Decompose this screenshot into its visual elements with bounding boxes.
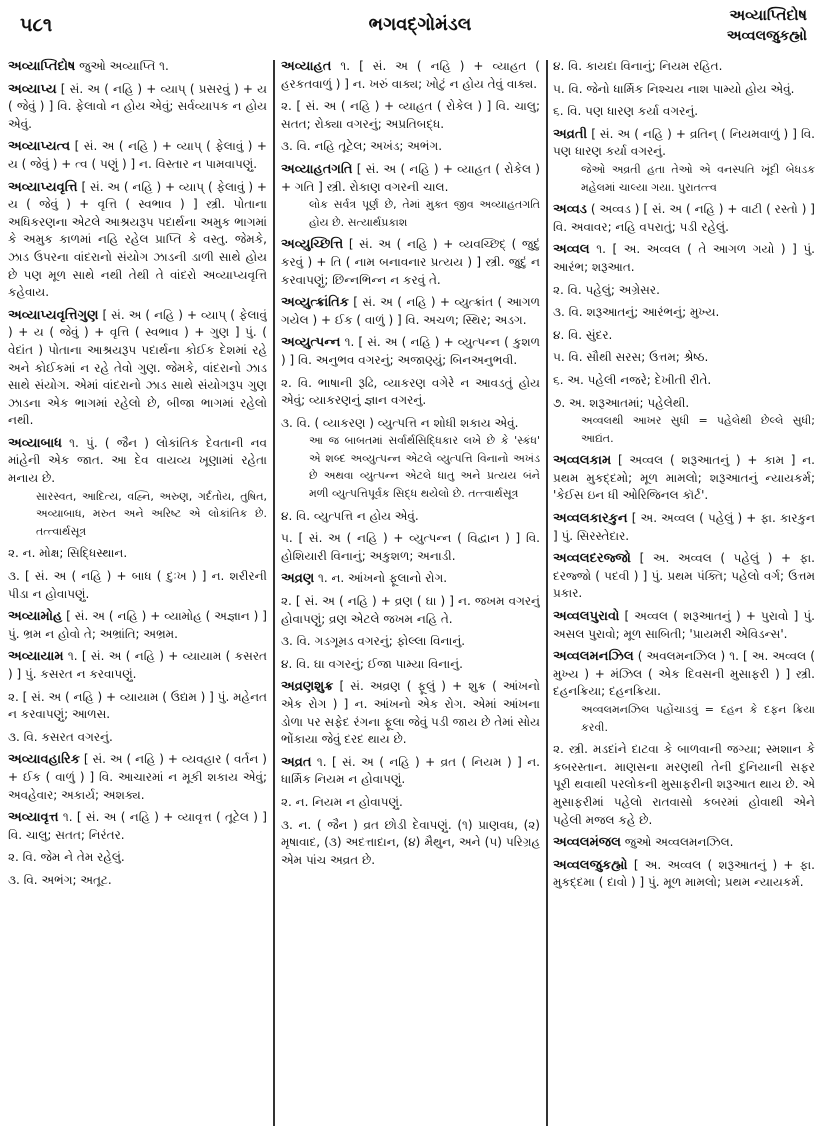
dictionary-entry [281,98,540,133]
dictionary-entry [553,327,815,345]
dictionary-entry [8,81,267,134]
book-title: ભગવદ્ગોમંડલ [368,14,472,35]
dictionary-entry [8,872,267,890]
headword: અવ્યાબાધ [8,435,62,451]
citation: અવ્વલથી આખર સુધી = પહેલેથી છેલ્લે સુધી; આદ્યંત. [581,414,815,445]
definition: [ સં. અ ( નહિ ) + વ્યાપ્ ( પ્રસરવું ) + ય ( જેવું ) ] વિ. ફેલાવો ન હોય એવું; સર્વવ્યાપક ન હોય એવું. [8,81,267,131]
dictionary-entry [553,648,815,736]
definition: [ સં. અવ્રણ ( ફૂલું ) + શુક્ર ( આંખનો એક રોગ ) ] ન. આંખનો એક રોગ. એમાં આંખના ડોળા પર સફેદ રંગના ફૂલા જેવું પડી જાય છે તેમાં સોય ભોંકાયા જેવું દરદ થાય છે. [281,679,540,747]
headword: અવ્યાહત [281,59,332,74]
definition: ૩. વિ. શરૂઆતનું; આરંભનું; મુખ્ય. [553,305,720,320]
dictionary-entry [8,58,267,76]
definition: [ સં. અ ( નહિ ) + વ્યાહત ( રોકેલ ) + ગતિ ] સ્ત્રી. રોકાણ વગરની ચાલ. [281,161,540,194]
definition: ૧. [ અ. અવ્વલ ( તે આગળ ગયો ) ] પું. આરંભ; શરૂઆત. [553,242,815,274]
headword: અવ્રત [281,754,312,770]
definition: ૩. વિ. કસરત વગરનું. [8,729,113,744]
definition: ૨. વિ. ભાષાની રૂઢિ, વ્યાકરણ વગેરે ન આવડતું હોય એવું; વ્યાકરણનું જ્ઞાન વગરનું. [281,375,540,408]
definition: ૩. વિ. અભંગ; અતૂટ. [8,872,112,887]
dictionary-entry [553,349,815,367]
definition: ૩. વિ. નહિ તૂટેલ; અખંડ; અભંગ. [281,139,443,154]
definition: ( અવલમનઝિલ ) ૧. [ અ. અવ્વલ ( મુખ્ય ) + મંઝિલ ( એક દિવસની મુસાફરી ) ] સ્ત્રી. દહનક્રિયા; દહનક્રિયા. [553,649,815,699]
dictionary-entry [553,857,815,892]
dictionary-entry [553,58,815,76]
dictionary-entry [8,568,267,603]
headword: અવ્રતી [553,126,588,142]
definition: [ સં. અ ( નહિ ) + વ્યુત્ક્રાંત ( આગળ ગયેલ ) + ઈક ( વાળું ) ] વિ. અચળ; સ્થિર; અડગ. [281,295,540,327]
definition: ૨. [ સં. અ ( નહિ ) + વ્રણ ( ઘા ) ] ન. જખમ વગરનું હોવાપણું; વ્રણ એટલે જખમ નહિ તે. [281,594,540,626]
dictionary-entry [281,794,540,812]
definition: ૩. ન. ( જૈન ) વ્રત છોડી દેવાપણું. (૧) પ્રાણવધ, (૨) મૃષાવાદ, (૩) અદત્તાદાન, (૪) મૈથુન, અને (૫) પરિગ્રહ એમ પાંચ અવ્રત છે. [281,817,540,867]
definition: ૧. [ સં. અ ( નહિ ) + વ્યાયામ ( કસરત ) ] પું. કસરત ન કરવાપણું. [8,649,267,681]
headword: અવ્વલમનઝિલ [553,649,634,665]
running-head-first: અવ્યાપ્તિદોષ [729,6,807,24]
dictionary-entry [281,593,540,628]
definition: ૧. [ સં. અ ( નહિ ) + વ્યાવૃત્ત ( તૂટેલ ) ] વિ. ચાલુ; સતત; નિરંતર. [8,810,267,842]
headword: અવ્યાપ્ય [8,81,57,97]
dictionary-entry [281,678,540,748]
dictionary-entry [281,294,540,329]
page-number: ૫૮૧ [20,14,53,36]
column-1 [8,58,267,1126]
definition: ૨. વિ. પહેલું; અગ્રેસર. [553,282,660,297]
headword: અવ્વલ [553,242,590,258]
definition: ૪. વિ. સુંદર. [553,327,613,342]
dictionary-entry [8,648,267,683]
dictionary-entry [281,334,540,369]
dictionary-entry [8,545,267,563]
definition: ૪. વિ. વ્યુત્પત્તિ ન હોય એવું. [281,508,419,523]
dictionary-entry [553,241,815,276]
citation: આ જ બાબતમાં સર્વાર્થસિદ્ધિકાર લખે છે કે 'સ્કંધ' એ શબ્દ અવ્યુત્પન્ન એટલે વ્યુત્પત્તિ વિનાનો અખંડ છે અથવા વ્યુત્પન્ન એટલે ધાતુ અને પ્રત્યય બંને મળી વ્યુત્પત્તિપૂર્વક સિદ્ધ થયેલો છે. તત્ત્વાર્થસૂત્ર [309,434,540,501]
definition: ૨. [ સં. અ ( નહિ ) + વ્યાહત ( રોકેલ ) ] વિ. ચાલુ; સતત; રોક્યા વગરનું; અપ્રતિબદ્ધ. [281,99,540,131]
headword: અવ્યાવહારિક [8,752,80,768]
definition: ( અવ્વડ ) [ સં. અ ( નહિ ) + વાટી ( રસ્તો ) ] વિ. અવાવર; નહિ વપરાતું; પડી રહેલું. [553,202,815,234]
dictionary-entry [281,375,540,410]
dictionary-entry [8,849,267,867]
dictionary-entry [8,729,267,747]
definition: [ સં. અ ( નહિ ) + વ્યાપ્ ( ફેલાવું ) + ય ( જેવું ) + વૃત્તિ ( સ્વભાવ ) + ગુણ ] પું. ( વેદાંત ) પોતાના આશ્રયરૂપ પદાર્થના કોઈક દેશમાં રહે અને કોઈકમાં ન રહે તેવો ગુણ. જેમકે, વાંદરાનો ઝાડ સાથે સંયોગ. એમાં વાંદરાનો ઝાડ સાથે સંયોગરૂપ ગુણ ઝાડના એક ભાગમાં રહેલો છે, બીજા ભાગમાં રહેલો નથી. [8,307,267,428]
definition: ૧. [ સં. અ ( નહિ ) + વ્યુત્પન્ન ( કુશળ ) ] વિ. અનુભવ વગરનું; અજાણ્યું; બિનઅનુભવી. [281,335,540,367]
dictionary-entry [281,656,540,674]
definition: [ સં. અ ( નહિ ) + વ્યવચ્છિદ્ ( જુદું કરવું ) + તિ ( નામ બનાવનાર પ્રત્યય ) ] સ્ત્રી. જુદું ન કરવાપણું; છિન્નભિન્ન ન કરવું તે. [281,237,540,287]
headword: અવ્વડ [553,202,587,218]
citation: અવ્વલમનઝિલ પહોંચાડવું = દહન કે દફન ક્રિયા કરવી. [581,703,815,734]
definition: ૨. વિ. જેમ ને તેમ રહેલું. [8,850,125,865]
definition: [ સં. અ ( નહિ ) + વ્યવહાર ( વર્તન ) + ઈક ( વાળું ) ] વિ. આચારમાં ન મૂકી શકાય એવું; અવહેવાર; અકાર્ય; અશક્ય. [8,752,267,802]
dictionary-entry [281,633,540,651]
headword: અવ્યાપ્યત્વ [8,139,71,155]
definition: ૬. વિ. પણ ધારણ કર્યા વગરનું. [553,104,699,119]
dictionary-entry [281,570,540,588]
dictionary-entry [553,304,815,322]
headword: અવ્યુચ્છિત્તિ [281,237,344,253]
dictionary-entry [8,689,267,724]
headword: અવ્યાહતગતિ [281,161,353,177]
definition: [ અ. અવ્વલ ( પહેલું ) + ફા. કારકુન ] પું. સિરસ્તેદાર. [553,511,815,543]
headword: અવ્વલજુકહ્મો [553,857,628,873]
dictionary-entry [553,741,815,829]
definition: ૩. [ સં. અ ( નહિ ) + બાધ ( દુઃખ ) ] ન. શરીરની પીડા ન હોવાપણું. [8,569,267,601]
headword: અવ્યુત્ક્રાંતિક [281,295,349,311]
running-head-last: અવ્વલજુકહ્મો [726,28,807,44]
definition: [ અવ્વલ ( શરૂઆતનું ) + કામ ] ન. પ્રથમ મુકદ્દમો; મૂળ મામલો; શરૂઆતનું ન્યાયકર્મ; 'કેઈસ ઇન ધી ઓરિજિનલ કૉર્ટ'. [553,453,815,503]
headword: અવ્યાયામ [8,649,64,665]
dictionary-entry [553,81,815,99]
dictionary-entry [553,395,815,448]
dictionary-entry [553,452,815,505]
dictionary-entry [553,126,815,196]
dictionary-entry [281,138,540,156]
definition: [ સં. અ ( નહિ ) + વ્યામોહ ( અજ્ઞાન ) ] પું. ભ્રમ ન હોવો તે; અભ્રાંતિ; અભ્રમ. [8,609,267,641]
dictionary-entry [553,201,815,236]
dictionary-entry [553,103,815,121]
definition: ૧. [ સં. અ ( નહિ ) + વ્રત ( નિયમ ) ] ન. ધાર્મિક નિયમ ન હોવાપણું. [281,754,540,787]
dictionary-entry [281,58,540,93]
dictionary-entry [281,161,540,231]
definition: ૨. ન. નિયમ ન હોવાપણું. [281,794,403,809]
definition: [ અ. અવ્વલ ( પહેલું ) + ફા. દરજ્જો ( પદવી ) ] પું. પ્રથમ પંક્તિ; પહેલો વર્ગ; ઉત્તમ પ્રકાર. [553,551,815,601]
definition: ૩. વિ. ( વ્યાકરણ ) વ્યુત્પત્તિ ન શોધી શકાય એવું. [281,415,519,430]
citation: લોક સર્વત્ર પૂર્ણ છે, તેમાં મુક્ત જીવ અવ્યાહતગતિ હોય છે. સત્યાર્થપ્રકાશ [309,198,540,229]
dictionary-entry [553,372,815,390]
definition: ૫. [ સં. અ ( નહિ ) + વ્યુત્પન્ન ( વિદ્વાન ) ] વિ. હોશિયારી વિનાનું; અકુશળ; અનાડી. [281,531,540,563]
dictionary-entry [553,510,815,545]
headword: અવ્યાપ્તિદોષ [8,59,76,74]
definition: જુઓ અવ્વલમનઝિલ. [624,835,734,850]
column-divider [546,60,548,1126]
headword: અવ્વલપુરાવો [553,609,620,625]
headword: અવ્રણ [281,571,315,587]
headword: અવ્યાપ્યવૃત્તિ [8,179,78,195]
definition: ૪. વિ. કાયદા વિનાનું; નિયમ રહિત. [553,59,723,73]
definition: [ અવ્વલ ( શરૂઆતનું ) + પુરાવો ] પું. અસલ પુરાવો; મૂળ સાબિતી; 'પ્રાયમરી એવિડન્સ'. [553,609,815,641]
headword: અવ્વલદરજ્જો [553,551,631,567]
dictionary-entry [281,530,540,565]
headword: અવ્વલકામ [553,453,612,469]
dictionary-entry [8,138,267,173]
definition: જુઓ અવ્યાપ્તિ ૧. [79,59,169,73]
dictionary-entry [8,435,267,541]
citation: સારસ્વત, આદિત્ય, વહ્નિ, અરુણ, ગર્દતોય, તુષિત, અવ્યાબાધ, મરુત અને અરિષ્ટ એ લોકાંતિક છે. તત્ત્વાર્થસૂત્ર [36,489,267,538]
headword: અવ્વલકારકુન [553,511,628,527]
dictionary-entry [553,608,815,643]
dictionary-entry [553,550,815,603]
definition: ૬. અ. પહેલી નજરે; દેખીતી રીતે. [553,372,712,387]
headword: અવ્યાવૃત્ત [8,810,59,826]
definition: [ સં. અ ( નહિ ) + વ્યાપ્ ( ફેલાવું ) + ય ( જેવું ) + વૃત્તિ ( સ્વભાવ ) ] સ્ત્રી. પોતાના અધિકરણના એટલે આશ્રયરૂપ પદાર્થના અમુક ભાગમાં કે અમુક કાળમાં નહિ રહેલ પ્રાપ્તિ કે વસ્તુ. જેમકે, ઝાડ ઉપરના વાંદરાનો સંયોગ ઝાડની ડાળી સાથે હોય છે પણ મૂળ સાથે નથી તેથી તે વાંદરો અવ્યાપ્યવૃત્તિ કહેવાય. [8,179,267,300]
definition: ૭. અ. શરૂઆતમાં; પહેલેથી. [553,395,690,410]
dictionary-entry [8,751,267,804]
dictionary-entry [8,179,267,302]
definition: ૨. ન. મોક્ષ; સિદ્ધિસ્થાન. [8,546,128,561]
dictionary-entry [553,282,815,300]
column-2 [281,58,540,1126]
headword: અવ્યાપ્યવૃત્તિગુણ [8,307,99,323]
dictionary-entry [8,307,267,430]
definition: ૫. વિ. સૌથી સરસ; ઉત્તમ; શ્રેષ્ઠ. [553,350,709,365]
headword: અવ્યુત્પન્ન [281,335,341,351]
definition: ૧. પું. ( જૈન ) લોકાંતિક દેવતાની નવ માંહેની એક જાત. આ દેવ વાયવ્ય ખૂણામાં રહેતા મનાય છે. [8,435,267,486]
column-divider [273,60,275,1126]
dictionary-entry [281,817,540,870]
definition: ૩. વિ. ગડગૂમડ વગરનું; ફોલ્લા વિનાનું. [281,634,466,649]
column-3 [553,58,815,1126]
headword: અવ્યામોહ [8,609,63,625]
headword: અવ્વલમંજલ [553,835,621,851]
headword: અવ્રણશુક્ર [281,679,334,695]
dictionary-entry [8,608,267,643]
definition: ૪. વિ. ઘા વગરનું; ઈજા પામ્યા વિનાનું. [281,656,463,671]
citation: જેઓ અવ્રતી હતા તેઓ એ વનસ્પતિ ખૂંદી બેધડક મહેલમાં ચાલ્યા ગયા. પુરાતત્ત્વ [581,162,815,194]
dictionary-entry [8,809,267,844]
definition: ૫. વિ. જેનો ધાર્મિક નિશ્ચય નાશ પામ્યો હોય એવું. [553,81,795,96]
dictionary-entry [281,508,540,526]
definition: ૨. સ્ત્રી. મડદાંને દાટવા કે બાળવાની જગ્યા; સ્મશાન કે કબરસ્તાન. માણસના મરણથી તેની દુનિયાની સફર પૂરી થવાથી પરલોકની મુસાફરીની શરૂઆત થાય છે. એ મુસાફરીમાં પહેલો રાતવાસો કબરમાં હોવાથી એને પહેલી મજલ કહે છે. [553,742,815,827]
dictionary-entry [281,236,540,289]
definition: ૨. [ સં. અ ( નહિ ) + વ્યાયામ ( ઉદ્યમ ) ] પું. મહેનત ન કરવાપણું; આળસ. [8,689,267,722]
definition: [ અ. અવ્વલ ( શરૂઆતનું ) + ફા. મુકદ્દમા ( દાવો ) ] પું. મૂળ મામલો; પ્રથમ ન્યાયકર્મ. [553,857,815,890]
definition: [ સં. અ ( નહિ ) + વ્યાપ્ ( ફેલાવું ) + ય ( જેવું ) + ત્વ ( પણું ) ] ન. વિસ્તાર ન પામવાપણું. [8,139,267,171]
definition: ૧. [ સં. અ ( નહિ ) + વ્યાહત ( હરકતવાળું ) ] ન. ખરું વાક્ય; ખોટું ન હોય તેવું વાક્ય. [281,59,540,91]
dictionary-entry [281,415,540,503]
definition: ૧. ન. આંખનો ફૂલાનો રોગ. [317,571,448,586]
dictionary-entry [553,834,815,852]
definition: [ સં. અ ( નહિ ) + વ્રતિન્ ( નિયમવાળું ) ] વિ. પણ ધારણ કર્યા વગરનું. [553,126,815,159]
page-header [0,0,825,62]
dictionary-entry [281,754,540,789]
